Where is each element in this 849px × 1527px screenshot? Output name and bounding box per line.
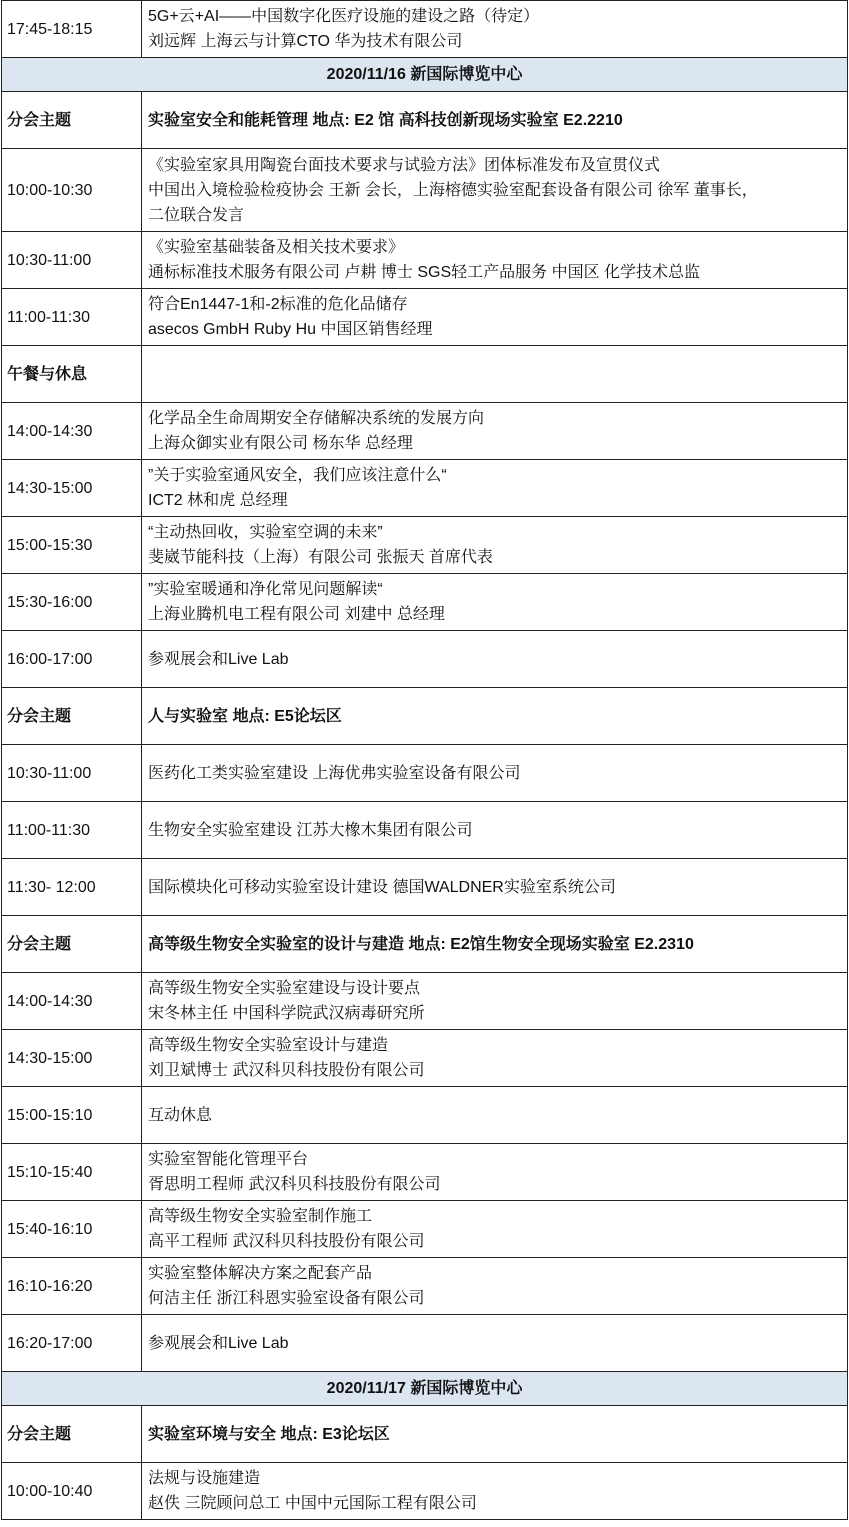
time-cell: 15:40-16:10 bbox=[2, 1201, 142, 1258]
time-cell: 15:00-15:10 bbox=[2, 1087, 142, 1144]
content-line: 《实验室家具用陶瓷台面技术要求与试验方法》团体标准发布及宣贯仪式 bbox=[148, 156, 661, 174]
schedule-row bbox=[2, 517, 848, 574]
content-cell bbox=[142, 802, 848, 859]
date-header-row bbox=[2, 1372, 848, 1406]
session-label: 分会主题 bbox=[2, 688, 142, 745]
schedule-row bbox=[2, 802, 848, 859]
content-cell bbox=[142, 517, 848, 574]
time-cell: 14:00-14:30 bbox=[2, 973, 142, 1030]
schedule-row bbox=[2, 973, 848, 1030]
content-cell bbox=[142, 149, 848, 232]
content-cell bbox=[142, 403, 848, 460]
content-cell bbox=[142, 973, 848, 1030]
content-cell bbox=[142, 346, 848, 403]
schedule-row bbox=[2, 1463, 848, 1520]
content-line: 宋冬林主任 中国科学院武汉病毒研究所 bbox=[148, 1005, 425, 1022]
schedule-row bbox=[2, 289, 848, 346]
content-line: 参观展会和Live Lab bbox=[148, 650, 289, 668]
content-cell bbox=[142, 232, 848, 289]
content-line: “主动热回收，实验室空调的未来” bbox=[148, 524, 383, 541]
content-cell bbox=[142, 289, 848, 346]
content-line: 胥思明工程师 武汉科贝科技股份有限公司 bbox=[148, 1176, 441, 1193]
content-line: 赵佚 三院顾问总工 中国中元国际工程有限公司 bbox=[148, 1495, 477, 1512]
time-cell: 14:30-15:00 bbox=[2, 460, 142, 517]
time-cell: 10:00-10:30 bbox=[2, 149, 142, 232]
session-row bbox=[2, 688, 848, 745]
time-cell: 10:30-11:00 bbox=[2, 745, 142, 802]
content-line: 上海众御实业有限公司 杨东华 总经理 bbox=[148, 435, 413, 452]
content-line: ”关于实验室通风安全，我们应该注意什么“ bbox=[148, 467, 447, 484]
content-cell bbox=[142, 1087, 848, 1144]
schedule-row bbox=[2, 1144, 848, 1201]
schedule-row bbox=[2, 149, 848, 232]
schedule-row bbox=[2, 1030, 848, 1087]
time-cell: 15:00-15:30 bbox=[2, 517, 142, 574]
schedule-row bbox=[2, 1201, 848, 1258]
time-cell: 15:30-16:00 bbox=[2, 574, 142, 631]
content-cell bbox=[142, 1144, 848, 1201]
time-cell: 16:10-16:20 bbox=[2, 1258, 142, 1315]
time-cell: 11:00-11:30 bbox=[2, 802, 142, 859]
schedule-row bbox=[2, 460, 848, 517]
schedule-row bbox=[2, 574, 848, 631]
schedule-body bbox=[2, 1, 848, 1520]
schedule-row bbox=[2, 859, 848, 916]
session-row bbox=[2, 92, 848, 149]
content-line: 互动休息 bbox=[148, 1106, 213, 1124]
time-cell: 16:20-17:00 bbox=[2, 1315, 142, 1372]
content-line: 高等级生物安全实验室制作施工 bbox=[148, 1208, 373, 1225]
schedule-row bbox=[2, 1315, 848, 1372]
content-line: 通标标准技术服务有限公司 卢耕 博士 SGS轻工产品服务 中国区 化学技术总监 bbox=[148, 264, 701, 281]
session-row bbox=[2, 916, 848, 973]
session-title: 实验室环境与安全 地点: E3论坛区 bbox=[142, 1406, 848, 1463]
session-title: 高等级生物安全实验室的设计与建造 地点: E2馆生物安全现场实验室 E2.2310 bbox=[142, 916, 848, 973]
time-cell: 14:00-14:30 bbox=[2, 403, 142, 460]
time-cell: 14:30-15:00 bbox=[2, 1030, 142, 1087]
date-header: 2020/11/16 新国际博览中心 bbox=[2, 58, 848, 92]
schedule-row bbox=[2, 1258, 848, 1315]
time-cell: 11:00-11:30 bbox=[2, 289, 142, 346]
content-line: 法规与设施建造 bbox=[148, 1470, 261, 1487]
content-line: 中国出入境检验检疫协会 王新 会长，上海榕德实验室配套设备有限公司 徐军 董事长， bbox=[148, 181, 758, 199]
content-cell bbox=[142, 1258, 848, 1315]
time-cell: 10:30-11:00 bbox=[2, 232, 142, 289]
session-label: 分会主题 bbox=[2, 92, 142, 149]
content-cell bbox=[142, 574, 848, 631]
content-line: 国际模块化可移动实验室设计建设 德国WALDNER实验室系统公司 bbox=[148, 878, 616, 896]
content-cell bbox=[142, 631, 848, 688]
content-line: 何洁主任 浙江科恩实验室设备有限公司 bbox=[148, 1290, 425, 1307]
schedule-row bbox=[2, 1087, 848, 1144]
content-line: 高平工程师 武汉科贝科技股份有限公司 bbox=[148, 1233, 425, 1250]
schedule-row bbox=[2, 631, 848, 688]
content-cell bbox=[142, 859, 848, 916]
content-line: ”实验室暖通和净化常见问题解读“ bbox=[148, 581, 383, 598]
content-line: 高等级生物安全实验室设计与建造 bbox=[148, 1037, 389, 1054]
content-line: 实验室智能化管理平台 bbox=[148, 1151, 309, 1168]
time-cell: 17:45-18:15 bbox=[2, 1, 142, 58]
time-cell: 11:30- 12:00 bbox=[2, 859, 142, 916]
schedule-row bbox=[2, 1, 848, 58]
time-cell: 10:00-10:40 bbox=[2, 1463, 142, 1520]
content-line: 高等级生物安全实验室建设与设计要点 bbox=[148, 980, 421, 997]
schedule-row bbox=[2, 403, 848, 460]
date-header: 2020/11/17 新国际博览中心 bbox=[2, 1372, 848, 1406]
time-cell: 午餐与休息 bbox=[2, 346, 142, 403]
content-line: 二位联合发言 bbox=[148, 206, 245, 224]
schedule-row bbox=[2, 346, 848, 403]
content-line: 刘卫斌博士 武汉科贝科技股份有限公司 bbox=[148, 1062, 425, 1079]
content-line: 实验室整体解决方案之配套产品 bbox=[148, 1265, 373, 1282]
content-line: ICT2 林和虎 总经理 bbox=[148, 492, 288, 509]
content-cell bbox=[142, 1030, 848, 1087]
content-line: 化学品全生命周期安全存储解决系统的发展方向 bbox=[148, 410, 485, 427]
content-line: 《实验室基础装备及相关技术要求》 bbox=[148, 239, 405, 256]
session-title: 人与实验室 地点: E5论坛区 bbox=[142, 688, 848, 745]
session-label: 分会主题 bbox=[2, 916, 142, 973]
content-line: 参观展会和Live Lab bbox=[148, 1334, 289, 1352]
time-cell: 15:10-15:40 bbox=[2, 1144, 142, 1201]
date-header-row bbox=[2, 58, 848, 92]
session-label: 分会主题 bbox=[2, 1406, 142, 1463]
content-line: 刘远辉 上海云与计算CTO 华为技术有限公司 bbox=[148, 33, 463, 50]
content-cell bbox=[142, 1315, 848, 1372]
content-cell bbox=[142, 460, 848, 517]
content-line: 医药化工类实验室建设 上海优弗实验室设备有限公司 bbox=[148, 764, 521, 782]
content-cell bbox=[142, 1201, 848, 1258]
time-cell: 16:00-17:00 bbox=[2, 631, 142, 688]
schedule-table bbox=[1, 0, 848, 1520]
session-title: 实验室安全和能耗管理 地点: E2 馆 高科技创新现场实验室 E2.2210 bbox=[142, 92, 848, 149]
content-line: 5G+云+AI——中国数字化医疗设施的建设之路（待定） bbox=[148, 8, 540, 25]
content-line: asecos GmbH Ruby Hu 中国区销售经理 bbox=[148, 321, 433, 338]
content-cell bbox=[142, 745, 848, 802]
session-row bbox=[2, 1406, 848, 1463]
content-line: 生物安全实验室建设 江苏大橡木集团有限公司 bbox=[148, 821, 473, 839]
content-cell bbox=[142, 1, 848, 58]
schedule-row bbox=[2, 232, 848, 289]
content-line: 斐崴节能科技（上海）有限公司 张振天 首席代表 bbox=[148, 549, 493, 566]
content-line: 符合En1447-1和-2标准的危化品储存 bbox=[148, 296, 408, 313]
schedule-row bbox=[2, 745, 848, 802]
content-cell bbox=[142, 1463, 848, 1520]
content-line: 上海业腾机电工程有限公司 刘建中 总经理 bbox=[148, 606, 445, 623]
